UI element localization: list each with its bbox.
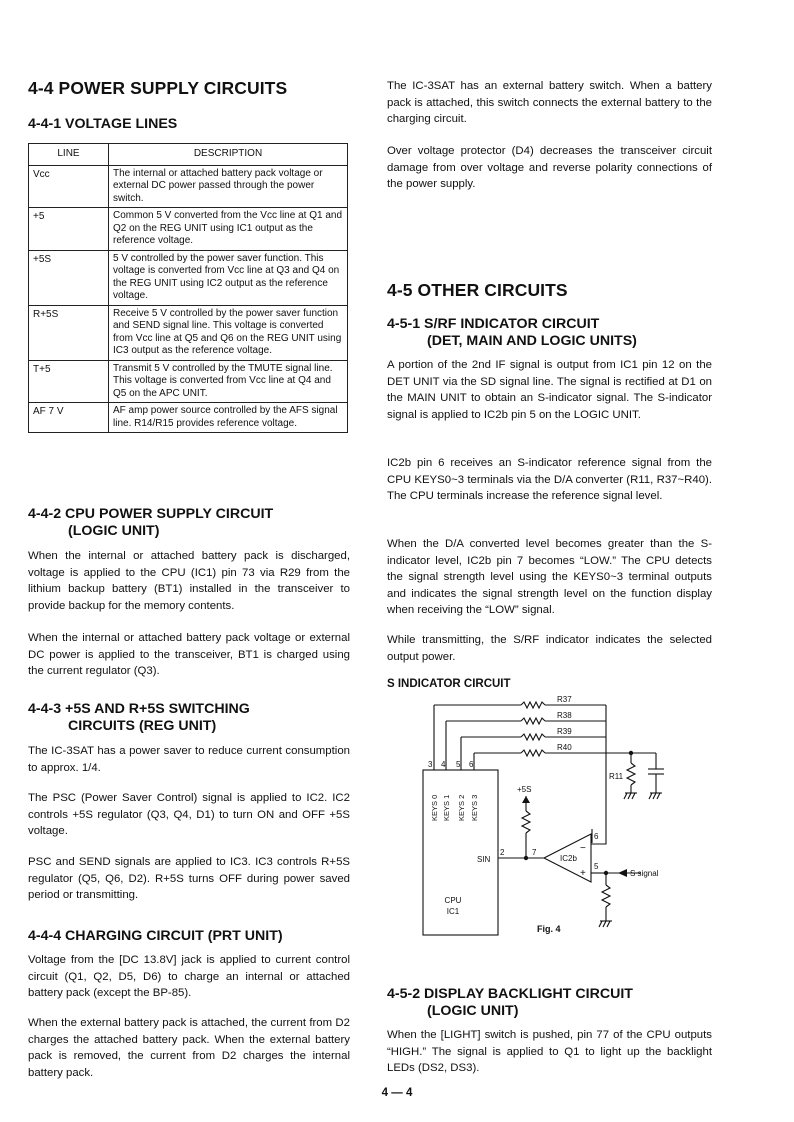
table-row bbox=[29, 360, 348, 403]
table-row bbox=[29, 305, 348, 360]
pin-label: 7 bbox=[532, 848, 537, 857]
resistor-r37 bbox=[521, 702, 545, 708]
paragraph: When the D/A converted level becomes greater than the S-indicator level, IC2b pin 7 becomes “LOW.” The CPU detects the signal strength level using the KEYS0~3 terminal outputs and indicates the signal strength level on the function display when receiving the “LOW” signal. bbox=[387, 538, 712, 617]
pin-label: 3 bbox=[428, 760, 433, 769]
title-line: (LOGIC UNIT) bbox=[427, 1003, 519, 1019]
table-cell-line: R+5S bbox=[29, 305, 109, 360]
title-line: (LOGIC UNIT) bbox=[68, 523, 160, 539]
pin-label: 5 bbox=[456, 760, 461, 769]
resistor-r39 bbox=[521, 734, 545, 740]
table-cell-line: +5S bbox=[29, 250, 109, 305]
table-cell-line: T+5 bbox=[29, 360, 109, 403]
subsection-title-voltage-lines: 4-4-1 VOLTAGE LINES bbox=[28, 116, 178, 132]
section-title-power-supply: 4-4 POWER SUPPLY CIRCUITS bbox=[28, 78, 288, 98]
table-cell-description: 5 V controlled by the power saver function. This voltage is converted from Vcc line at Q3 and Q4 on the REG UNIT using IC2 output as the reference voltage. bbox=[109, 250, 348, 305]
table-cell-description: Receive 5 V controlled by the power saver function and SEND signal line. This voltage is converted from Vcc line at Q5 and Q6 on the REG UNIT using IC3 output as the reference voltage. bbox=[109, 305, 348, 360]
paragraph: When the internal or attached battery pack voltage or external DC power is applied to the transceiver, BT1 is charged using the current regulator (Q3). bbox=[28, 632, 350, 678]
s-signal-label: S signal bbox=[630, 869, 659, 878]
paragraph: When the external battery pack is attached, the current from D2 charges the attached battery pack. When the external battery pack is removed, the current from D2 charges the internal battery pack. bbox=[28, 1017, 350, 1079]
table-cell-line: Vcc bbox=[29, 165, 109, 208]
resistor-pulldown bbox=[602, 885, 610, 907]
label-r39: R39 bbox=[557, 727, 572, 736]
ground-icon bbox=[599, 921, 612, 927]
paragraph: A portion of the 2nd IF signal is output from IC1 pin 12 on the DET UNIT via the SD signal line. The signal is rectified at D1 on the MAIN UNIT to obtain an S-indicator signal. The S-indicator signal is applied to IC2b pin 5 on the LOGIC UNIT. bbox=[387, 359, 712, 421]
subsection-title-backlight bbox=[387, 986, 633, 1020]
keys-label: KEYS 1 bbox=[442, 794, 451, 821]
title-line: 4-5-1 S/RF INDICATOR CIRCUIT bbox=[387, 316, 600, 332]
paragraph: The IC-3SAT has an external battery switch. When a battery pack is attached, this switch connects the external battery to the charging circuit. bbox=[387, 80, 712, 126]
sin-label: SIN bbox=[477, 855, 491, 864]
paragraph: Voltage from the [DC 13.8V] jack is applied to current control circuit (Q1, Q2, D5, D6) to charge an internal or attached battery pack (except the BP-85). bbox=[28, 954, 350, 1000]
voltage-lines-table bbox=[28, 143, 348, 433]
cpu-label: CPU bbox=[444, 896, 462, 905]
keys-label: KEYS 2 bbox=[457, 794, 466, 821]
table-cell-description: AF amp power source controlled by the AFS signal line. R14/R15 provides reference voltage. bbox=[109, 403, 348, 433]
keys-label: KEYS 3 bbox=[470, 794, 479, 821]
label-r38: R38 bbox=[557, 711, 572, 720]
title-line: CIRCUITS (REG UNIT) bbox=[68, 718, 217, 734]
table-header-description: DESCRIPTION bbox=[109, 144, 348, 166]
table-cell-description: The internal or attached battery pack voltage or external DC power passed through the power switch. bbox=[109, 165, 348, 208]
pin-label: 6 bbox=[469, 760, 474, 769]
paragraph: IC2b pin 6 receives an S-indicator reference signal from the CPU KEYS0~3 terminals via the D/A converter (R11, R37~R40). The CPU terminals increase the reference signal level. bbox=[387, 457, 712, 503]
s-indicator-circuit-diagram bbox=[386, 693, 696, 943]
pin-label: 4 bbox=[441, 760, 446, 769]
pin-label: 2 bbox=[500, 848, 505, 857]
ground-icon bbox=[624, 793, 637, 799]
ground-icon bbox=[649, 793, 662, 799]
keys-label: KEYS 0 bbox=[430, 794, 439, 821]
title-line: 4-4-3 +5S AND R+5S SWITCHING bbox=[28, 701, 250, 717]
table-row bbox=[29, 250, 348, 305]
opamp-minus: − bbox=[580, 843, 586, 854]
label-r11: R11 bbox=[609, 772, 624, 781]
opamp-plus: + bbox=[580, 868, 586, 879]
pin-label: 6 bbox=[594, 832, 599, 841]
supply-label: +5S bbox=[517, 785, 532, 794]
signal-arrow-icon bbox=[618, 869, 627, 877]
table-cell-line: AF 7 V bbox=[29, 403, 109, 433]
table-row bbox=[29, 208, 348, 251]
paragraph: The IC-3SAT has a power saver to reduce current consumption to approx. 1/4. bbox=[28, 745, 350, 774]
supply-arrow-icon bbox=[522, 796, 530, 803]
table-row bbox=[29, 165, 348, 208]
paragraph: When the [LIGHT] switch is pushed, pin 77 of the CPU outputs “HIGH.” The signal is applied to Q1 to light up the backlight LEDs (DS2, DS3). bbox=[387, 1029, 712, 1075]
table-header-row bbox=[29, 144, 348, 166]
paragraph: When the internal or attached battery pack is discharged, voltage is applied to the CPU (IC1) pin 73 via R29 from the lithium backup battery (BT1) installed in the transceiver to provide backup for the memory contents. bbox=[28, 550, 350, 612]
paragraph: While transmitting, the S/RF indicator indicates the selected output power. bbox=[387, 634, 712, 663]
table-cell-description: Transmit 5 V controlled by the TMUTE signal line. This voltage is converted from Vcc line at Q4 and Q5 on the APC UNIT. bbox=[109, 360, 348, 403]
section-title-other-circuits: 4-5 OTHER CIRCUITS bbox=[387, 280, 568, 300]
subsection-title-cpu-power bbox=[28, 506, 273, 540]
title-line: 4-5-2 DISPLAY BACKLIGHT CIRCUIT bbox=[387, 986, 633, 1002]
title-line: (DET, MAIN AND LOGIC UNITS) bbox=[427, 333, 637, 349]
table-header-line: LINE bbox=[29, 144, 109, 166]
label-r37: R37 bbox=[557, 695, 572, 704]
resistor-r40 bbox=[521, 750, 545, 756]
resistor-r38 bbox=[521, 718, 545, 724]
paragraph: Over voltage protector (D4) decreases the transceiver circuit damage from over voltage and reverse polarity connections of the power supply. bbox=[387, 145, 712, 191]
table-cell-line: +5 bbox=[29, 208, 109, 251]
table-row bbox=[29, 403, 348, 433]
paragraph: The PSC (Power Saver Control) signal is applied to IC2. IC2 controls +5S regulator (Q3, Q4, D1) to turn ON and OFF +5S voltage. bbox=[28, 792, 350, 838]
figure-caption: Fig. 4 bbox=[537, 924, 561, 934]
table-cell-description: Common 5 V converted from the Vcc line at Q1 and Q2 on the REG UNIT using IC1 output as the reference voltage. bbox=[109, 208, 348, 251]
paragraph: PSC and SEND signals are applied to IC3. IC3 controls R+5S regulator (Q5, Q6, D2). R+5S turns OFF during power saved period or transmitting. bbox=[28, 856, 350, 902]
subsection-title-switching bbox=[28, 701, 250, 735]
pin-label: 5 bbox=[594, 862, 599, 871]
resistor-pullup bbox=[522, 811, 530, 833]
figure-heading: S INDICATOR CIRCUIT bbox=[387, 678, 511, 690]
subsection-title-charging: 4-4-4 CHARGING CIRCUIT (PRT UNIT) bbox=[28, 928, 283, 944]
cpu-label: IC1 bbox=[446, 907, 460, 916]
label-r40: R40 bbox=[557, 743, 572, 752]
subsection-title-srf-indicator bbox=[387, 316, 637, 350]
resistor-r11 bbox=[627, 763, 635, 785]
page-number: 4 — 4 bbox=[381, 1087, 413, 1099]
opamp-label: IC2b bbox=[560, 854, 577, 863]
title-line: 4-4-2 CPU POWER SUPPLY CIRCUIT bbox=[28, 506, 274, 522]
